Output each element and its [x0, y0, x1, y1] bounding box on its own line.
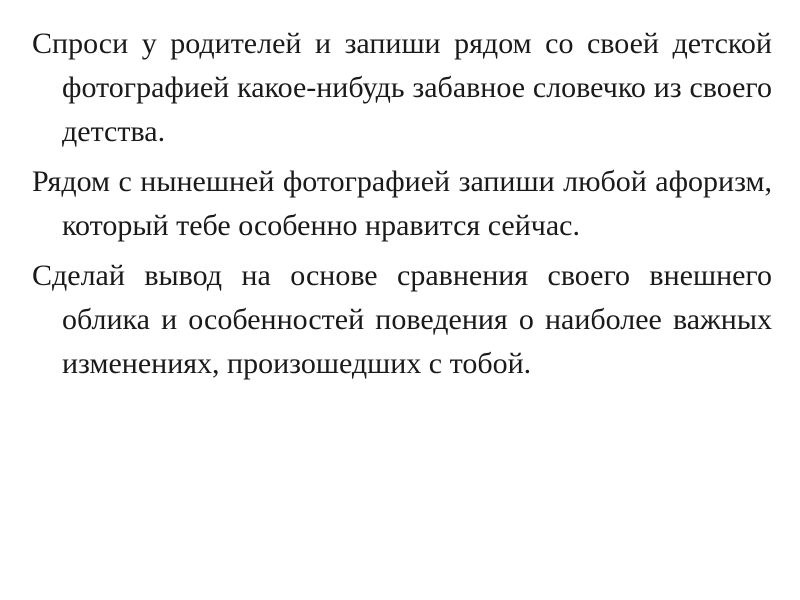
paragraph-conclusion: Сделай вывод на основе сравнения своего внешнего облика и особенностей поведения о наиболее важных изменениях, произошедших с тобой.	[32, 259, 772, 380]
paragraph-aphorism: Рядом с нынешней фотографией запиши любой афоризм, который тебе особенно нравится сейчас.	[32, 165, 772, 242]
paragraph-ask-parents: Спроси у родителей и запиши рядом со своей детской фотографией какое-нибудь забавное словечко из своего детства.	[32, 27, 772, 148]
